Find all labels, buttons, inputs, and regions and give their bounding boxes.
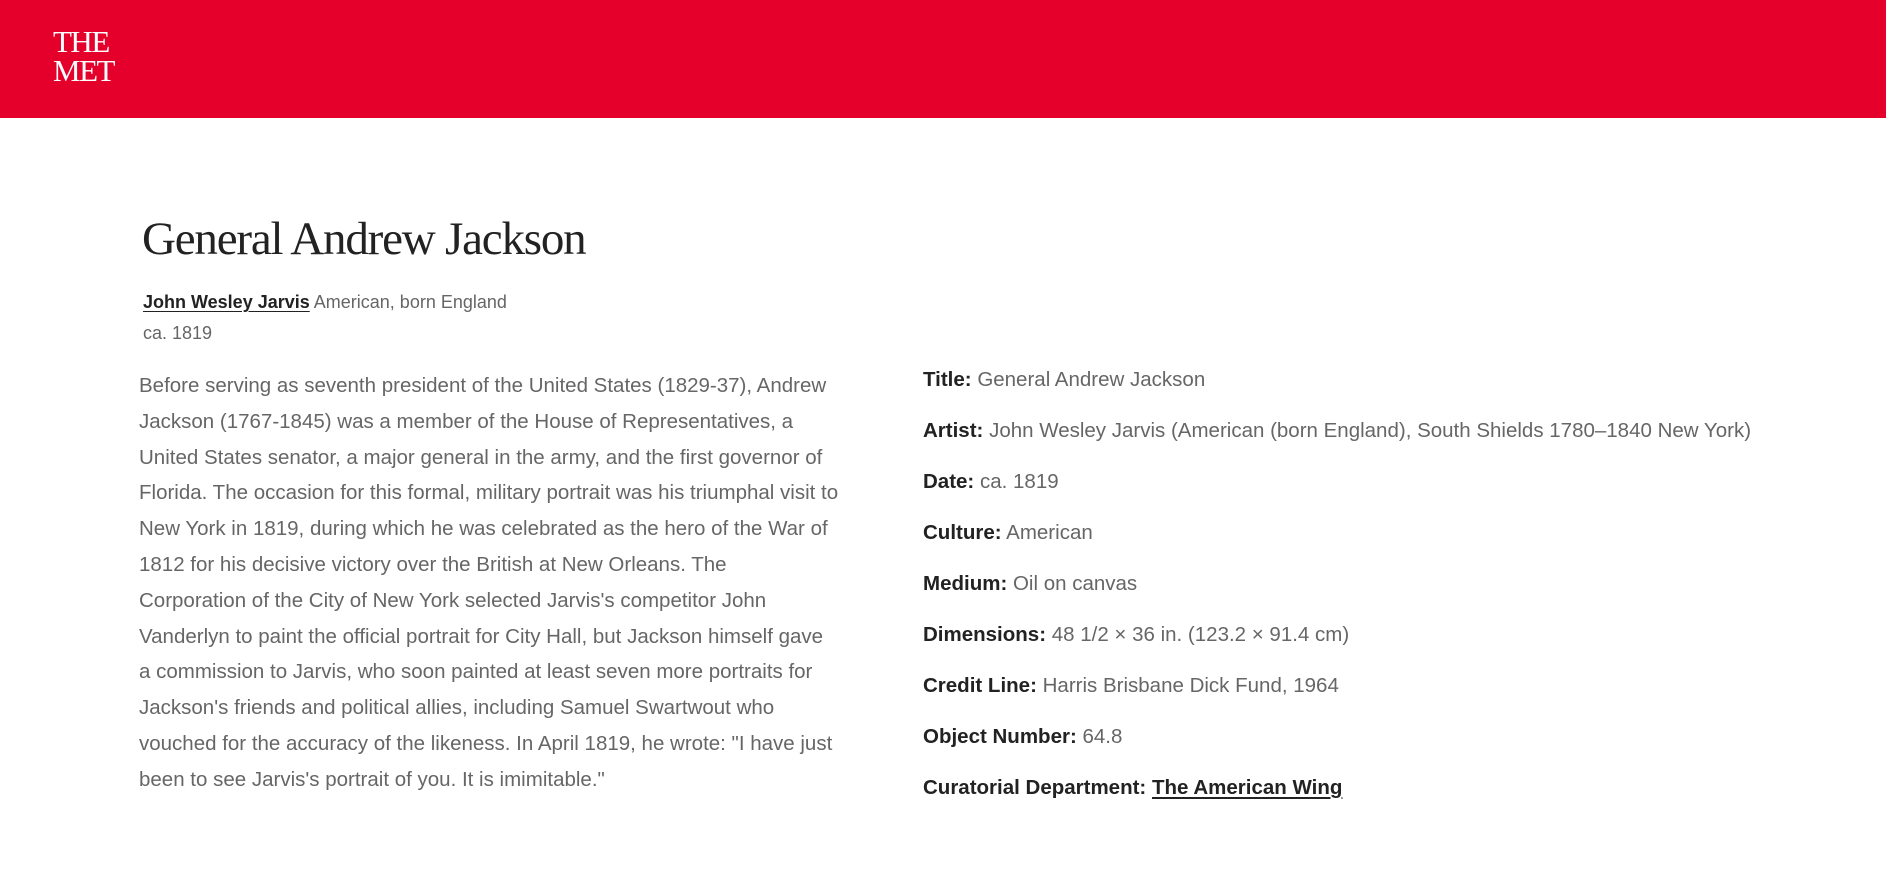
- detail-label: Artist:: [923, 419, 984, 442]
- logo-line-2: MET: [53, 53, 114, 88]
- detail-dimensions: [923, 617, 1883, 668]
- artist-line: [143, 292, 507, 313]
- detail-value: American: [1006, 521, 1093, 544]
- detail-label: Culture:: [923, 521, 1002, 544]
- detail-value: Harris Brisbane Dick Fund, 1964: [1042, 674, 1339, 697]
- detail-artist: [923, 413, 1883, 464]
- detail-value: 48 1/2 × 36 in. (123.2 × 91.4 cm): [1051, 623, 1350, 646]
- artist-nationality: American, born England: [313, 292, 507, 312]
- artist-link[interactable]: John Wesley Jarvis: [143, 292, 310, 312]
- logo-line-1: THE: [53, 24, 109, 59]
- detail-label: Object Number:: [923, 725, 1077, 748]
- object-details: [923, 362, 1883, 821]
- site-header: [0, 0, 1886, 118]
- detail-medium: [923, 566, 1883, 617]
- detail-curatorial-department: [923, 770, 1883, 821]
- detail-title: [923, 362, 1883, 413]
- detail-label: Date:: [923, 470, 975, 493]
- detail-culture: [923, 515, 1883, 566]
- detail-object-number: [923, 719, 1883, 770]
- detail-value: 64.8: [1082, 725, 1123, 748]
- curatorial-department-link[interactable]: The American Wing: [1151, 776, 1343, 799]
- detail-label: Curatorial Department:: [923, 776, 1147, 799]
- detail-value: John Wesley Jarvis (American (born England), South Shields 1780–1840 New York): [989, 419, 1752, 442]
- detail-label: Title:: [923, 368, 972, 391]
- met-logo[interactable]: [53, 24, 115, 89]
- detail-credit-line: [923, 668, 1883, 719]
- detail-label: Dimensions:: [923, 623, 1047, 646]
- artwork-description: Before serving as seventh president of the United States (1829-37), Andrew Jackson (1767-1845) was a member of the House of Representatives, a United States senator, a major general in the army, and the first governor of Florida. The occasion for this formal, military portrait was his triumphal visit to New York in 1819, during which he was celebrated as the hero of the War of 1812 for his decisive victory over the British at New Orleans. The Corporation of the City of New York selected Jarvis's competitor John Vanderlyn to paint the official portrait for City Hall, but Jackson himself gave a commission to Jarvis, who soon painted at least seven more portraits for Jackson's friends and political allies, including Samuel Swartwout who vouched for the accuracy of the likeness. In April 1819, he wrote: "I have just been to see Jarvis's portrait of you. It is imimitable.": [139, 374, 839, 791]
- page-title: General Andrew Jackson: [142, 213, 586, 265]
- detail-value: Oil on canvas: [1012, 572, 1138, 595]
- detail-value: ca. 1819: [979, 470, 1059, 493]
- artwork-date: ca. 1819: [143, 323, 213, 343]
- detail-label: Medium:: [923, 572, 1008, 595]
- detail-label: Credit Line:: [923, 674, 1037, 697]
- detail-date: [923, 464, 1883, 515]
- detail-value: General Andrew Jackson: [977, 368, 1206, 391]
